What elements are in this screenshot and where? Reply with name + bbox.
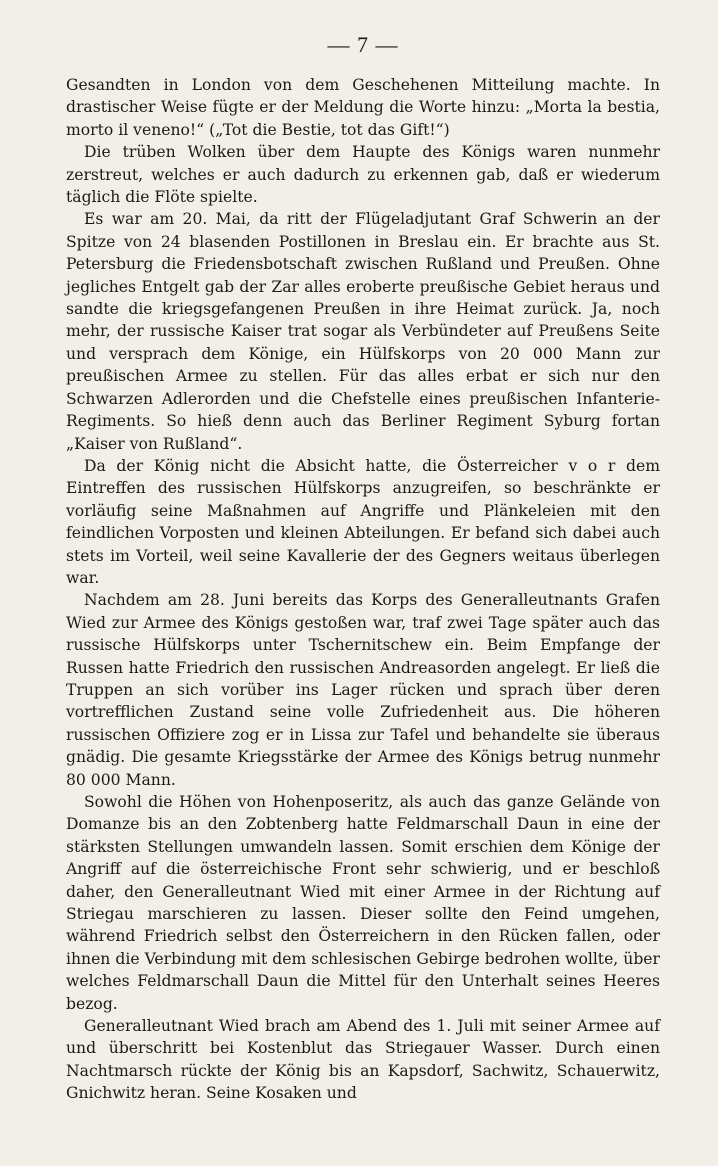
body-text (66, 74, 660, 1105)
paragraph-3: Es war am 20. Mai, da ritt der Flügeladjutant Graf Schwerin an der Spitze von 24 blasenden Postillonen in Breslau ein. Er brachte aus St. Petersburg die Friedensbotschaft zwischen Rußland und Preußen. Ohne jegliches Entgelt gab der Zar alles eroberte preußische Gebiet heraus und sandte die kriegsgefangenen Preußen in ihre Heimat zurück. Ja, noch mehr, der russische Kaiser trat sogar als Verbündeter auf Preußens Seite und versprach dem Könige, ein Hülfskorps von 20 000 Mann zur preußischen Armee zu stellen. Für das alles erbat er sich nur den Schwarzen Adlerorden und die Chefstelle eines preußischen Infanterie-Regiments. So hieß denn auch das Berliner Regiment Syburg fortan „Kaiser von Rußland“. (66, 210, 660, 453)
paragraph-2: Die trüben Wolken über dem Haupte des Königs waren nunmehr zerstreut, welches er auch dadurch zu erkennen gab, daß er wiederum täglich die Flöte spielte. (66, 143, 660, 207)
paragraph-7: Generalleutnant Wied brach am Abend des 1. Juli mit seiner Armee auf und überschritt bei Kostenblut das Striegauer Wasser. Durch einen Nachtmarsch rückte der König bis an Kapsdorf, Sachwitz, Schauerwitz, Gnichwitz heran. Seine Kosaken und (66, 1017, 660, 1103)
page-number: — 7 — (327, 32, 399, 57)
paragraph-1: Gesandten in London von dem Geschehenen Mitteilung machte. In drastischer Weise fügte er der Meldung die Worte hinzu: „Morta la bestia, morto il veneno!“ („Tot die Bestie, tot das Gift!“) (66, 76, 660, 139)
paragraph-4: Da der König nicht die Absicht hatte, die Österreicher v o r dem Eintreffen des russischen Hülfskorps anzugreifen, so beschränkte er vorläufig seine Maßnahmen auf Angriffe und Plänkeleien mit den feindlichen Vorposten und kleinen Abteilungen. Er befand sich dabei auch stets im Vorteil, weil seine Kavallerie der des Gegners weitaus überlegen war. (66, 456, 660, 587)
paragraph-6: Sowohl die Höhen von Hohenposeritz, als auch das ganze Gelände von Domanze bis an den Zobtenberg hatte Feldmarschall Daun in eine der stärksten Stellungen umwandeln lassen. Somit erschien dem Könige der Angriff auf die österreichische Front sehr schwierig, und er beschloß daher, den Generalleutnant Wied mit einer Armee in der Richtung auf Striegau marschieren zu lassen. Dieser sollte den Feind umgehen, während Friedrich selbst den Österreichern in den Rücken fallen, oder ihnen die Verbindung mit dem schlesischen Gebirge bedrohen wollte, über welches Feldmarschall Daun die Mittel für den Unterhalt seines Heeres bezog. (66, 793, 660, 1013)
paragraph-5: Nachdem am 28. Juni bereits das Korps des Generalleutnants Grafen Wied zur Armee des Königs gestoßen war, traf zwei Tage später auch das russische Hülfskorps unter Tschernitschew ein. Beim Empfange der Russen hatte Friedrich den russischen Andreasorden angelegt. Er ließ die Truppen an sich vorüber ins Lager rücken und sprach über deren vortrefflichen Zustand seine volle Zufriedenheit aus. Die höheren russischen Offiziere zog er in Lissa zur Tafel und behandelte sie überaus gnädig. Die gesamte Kriegsstärke der Armee des Königs betrug nunmehr 80 000 Mann. (66, 591, 660, 789)
